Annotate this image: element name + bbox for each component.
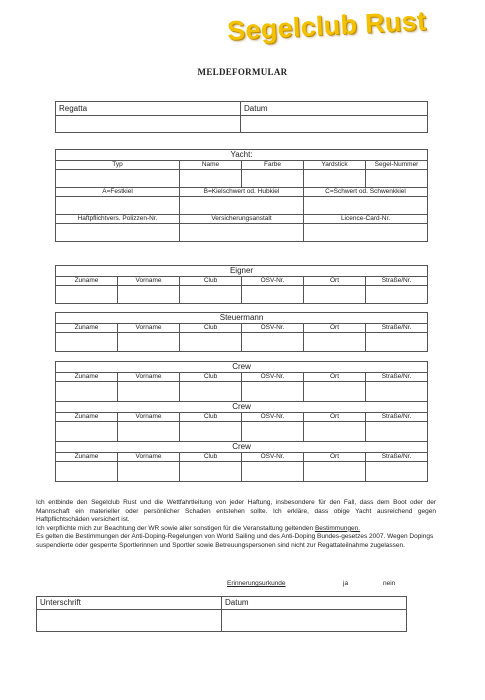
crew3-header: Crew bbox=[56, 442, 428, 453]
crew3-vorname-input[interactable] bbox=[118, 462, 180, 482]
col-ort: Ort bbox=[304, 373, 366, 382]
yacht-yardstick-label: Yardstick bbox=[304, 161, 366, 170]
signature-table bbox=[36, 596, 407, 632]
crew3-ort-input[interactable] bbox=[304, 462, 366, 482]
col-strasse: Straße/Nr. bbox=[366, 413, 428, 422]
steuermann-club-input[interactable] bbox=[180, 333, 242, 352]
unterschrift-input[interactable] bbox=[37, 610, 222, 632]
col-club: Club bbox=[180, 413, 242, 422]
rules-link: Bestimmungen. bbox=[314, 524, 361, 532]
col-vorname: Vorname bbox=[118, 453, 180, 462]
crew-table bbox=[55, 361, 428, 482]
erinnerung-label: Erinnerungsurkunde bbox=[227, 580, 286, 587]
kiel-a-input[interactable] bbox=[56, 197, 180, 215]
col-vorname: Vorname bbox=[118, 413, 180, 422]
crew2-osv-input[interactable] bbox=[242, 422, 304, 442]
polizzen-input[interactable] bbox=[56, 224, 180, 242]
licence-label: Licence-Card-Nr. bbox=[304, 215, 428, 224]
regatta-label: Regatta bbox=[56, 102, 241, 116]
crew2-header: Crew bbox=[56, 402, 428, 413]
rules-paragraph bbox=[36, 525, 436, 534]
col-osv-nr: ÖSV-Nr. bbox=[242, 277, 304, 286]
col-ort: Ort bbox=[304, 413, 366, 422]
col-zuname: Zuname bbox=[56, 373, 118, 382]
crew3-strasse-input[interactable] bbox=[366, 462, 428, 482]
col-osv-nr: ÖSV-Nr. bbox=[242, 373, 304, 382]
col-strasse: Straße/Nr. bbox=[366, 453, 428, 462]
form-title: MELDEFORMULAR bbox=[197, 67, 288, 77]
yacht-segelnummer-input[interactable] bbox=[366, 170, 428, 188]
yacht-farbe-input[interactable] bbox=[242, 170, 304, 188]
versicherung-input[interactable] bbox=[180, 224, 304, 242]
crew3-club-input[interactable] bbox=[180, 462, 242, 482]
kiel-c-label: C=Schwert od. Schwenkkiel bbox=[304, 188, 428, 197]
yacht-farbe-label: Farbe bbox=[242, 161, 304, 170]
crew1-ort-input[interactable] bbox=[304, 382, 366, 402]
eigner-zuname-input[interactable] bbox=[56, 286, 118, 304]
yacht-table bbox=[55, 149, 428, 242]
crew3-zuname-input[interactable] bbox=[56, 462, 118, 482]
col-club: Club bbox=[180, 373, 242, 382]
col-zuname: Zuname bbox=[56, 277, 118, 286]
eigner-osv-input[interactable] bbox=[242, 286, 304, 304]
versicherung-label: Versicherungsanstalt bbox=[180, 215, 304, 224]
col-club: Club bbox=[180, 324, 242, 333]
erinnerung-nein[interactable]: nein bbox=[383, 580, 396, 587]
yacht-header: Yacht: bbox=[56, 150, 428, 161]
signature-datum-input[interactable] bbox=[222, 610, 407, 632]
col-strasse: Straße/Nr. bbox=[366, 324, 428, 333]
crew2-zuname-input[interactable] bbox=[56, 422, 118, 442]
steuermann-osv-input[interactable] bbox=[242, 333, 304, 352]
crew1-vorname-input[interactable] bbox=[118, 382, 180, 402]
eigner-club-input[interactable] bbox=[180, 286, 242, 304]
kiel-b-input[interactable] bbox=[180, 197, 304, 215]
crew1-club-input[interactable] bbox=[180, 382, 242, 402]
polizzen-label: Haftpflichtvers. Polizzen-Nr. bbox=[56, 215, 180, 224]
col-vorname: Vorname bbox=[118, 373, 180, 382]
signature-datum-label: Datum bbox=[222, 597, 407, 610]
crew1-strasse-input[interactable] bbox=[366, 382, 428, 402]
kiel-b-label: B=Kielschwert od. Hubkiel bbox=[180, 188, 304, 197]
yacht-yardstick-input[interactable] bbox=[304, 170, 366, 188]
steuermann-strasse-input[interactable] bbox=[366, 333, 428, 352]
crew1-header: Crew bbox=[56, 362, 428, 373]
yacht-segelnummer-label: Segel-Nummer bbox=[366, 161, 428, 170]
steuermann-table bbox=[55, 312, 428, 352]
eigner-vorname-input[interactable] bbox=[118, 286, 180, 304]
crew2-strasse-input[interactable] bbox=[366, 422, 428, 442]
crew1-zuname-input[interactable] bbox=[56, 382, 118, 402]
yacht-name-input[interactable] bbox=[180, 170, 242, 188]
licence-input[interactable] bbox=[304, 224, 428, 242]
regatta-table bbox=[55, 101, 428, 133]
col-zuname: Zuname bbox=[56, 324, 118, 333]
col-club: Club bbox=[180, 453, 242, 462]
col-zuname: Zuname bbox=[56, 453, 118, 462]
crew1-osv-input[interactable] bbox=[242, 382, 304, 402]
datum-label: Datum bbox=[241, 102, 428, 116]
regatta-input[interactable] bbox=[56, 116, 241, 133]
yacht-typ-input[interactable] bbox=[56, 170, 180, 188]
liability-text bbox=[36, 499, 436, 551]
kiel-a-label: A=Festkiel bbox=[56, 188, 180, 197]
erinnerung-ja[interactable]: ja bbox=[343, 580, 349, 587]
club-logo: Segelclub Rust bbox=[226, 5, 427, 47]
yacht-name-label: Name bbox=[180, 161, 242, 170]
eigner-table bbox=[55, 265, 428, 304]
col-strasse: Straße/Nr. bbox=[366, 373, 428, 382]
eigner-ort-input[interactable] bbox=[304, 286, 366, 304]
crew2-ort-input[interactable] bbox=[304, 422, 366, 442]
col-osv-nr: ÖSV-Nr. bbox=[242, 453, 304, 462]
col-ort: Ort bbox=[304, 453, 366, 462]
col-strasse: Straße/Nr. bbox=[366, 277, 428, 286]
datum-input[interactable] bbox=[241, 116, 428, 133]
col-ort: Ort bbox=[304, 324, 366, 333]
col-club: Club bbox=[180, 277, 242, 286]
col-osv-nr: ÖSV-Nr. bbox=[242, 324, 304, 333]
col-ort: Ort bbox=[304, 277, 366, 286]
yacht-typ-label: Typ bbox=[56, 161, 180, 170]
eigner-strasse-input[interactable] bbox=[366, 286, 428, 304]
rules-text: Ich verpflichte mich zur Beachtung der WR sowie aller sonstigen für die Veranstaltung geltenden bbox=[36, 524, 315, 532]
steuermann-ort-input[interactable] bbox=[304, 333, 366, 352]
doping-paragraph: Es gelten die Bestimmungen der Anti-Doping-Regelungen von World Sailing und des Anti-Doping Bundes-gesetzes 2007. Wegen Dopings suspendierte oder gesperrte Sportlerinnen und Sportler sowie Betreuungspersonen sind nicht zur Regattateilnahme zugelassen. bbox=[36, 533, 434, 549]
unterschrift-label: Unterschrift bbox=[37, 597, 222, 610]
kiel-c-input[interactable] bbox=[304, 197, 428, 215]
crew3-osv-input[interactable] bbox=[242, 462, 304, 482]
steuermann-vorname-input[interactable] bbox=[118, 333, 180, 352]
col-vorname: Vorname bbox=[118, 324, 180, 333]
crew2-club-input[interactable] bbox=[180, 422, 242, 442]
steuermann-zuname-input[interactable] bbox=[56, 333, 118, 352]
col-osv-nr: ÖSV-Nr. bbox=[242, 413, 304, 422]
crew2-vorname-input[interactable] bbox=[118, 422, 180, 442]
steuermann-header: Steuermann bbox=[56, 313, 428, 324]
eigner-header: Eigner bbox=[56, 266, 428, 277]
col-zuname: Zuname bbox=[56, 413, 118, 422]
col-vorname: Vorname bbox=[118, 277, 180, 286]
liability-paragraph: Ich entbinde den Segelclub Rust und die Wettfahrtleitung von jeder Haftung, insbesondere für den Fall, dass dem Boot oder der Mannschaft ein materieller oder persönlicher Schaden entstehen sollte. Ich erkläre, dass obige Yacht ausreichend gegen Haftpflichtschäden versichert ist. bbox=[36, 499, 436, 524]
